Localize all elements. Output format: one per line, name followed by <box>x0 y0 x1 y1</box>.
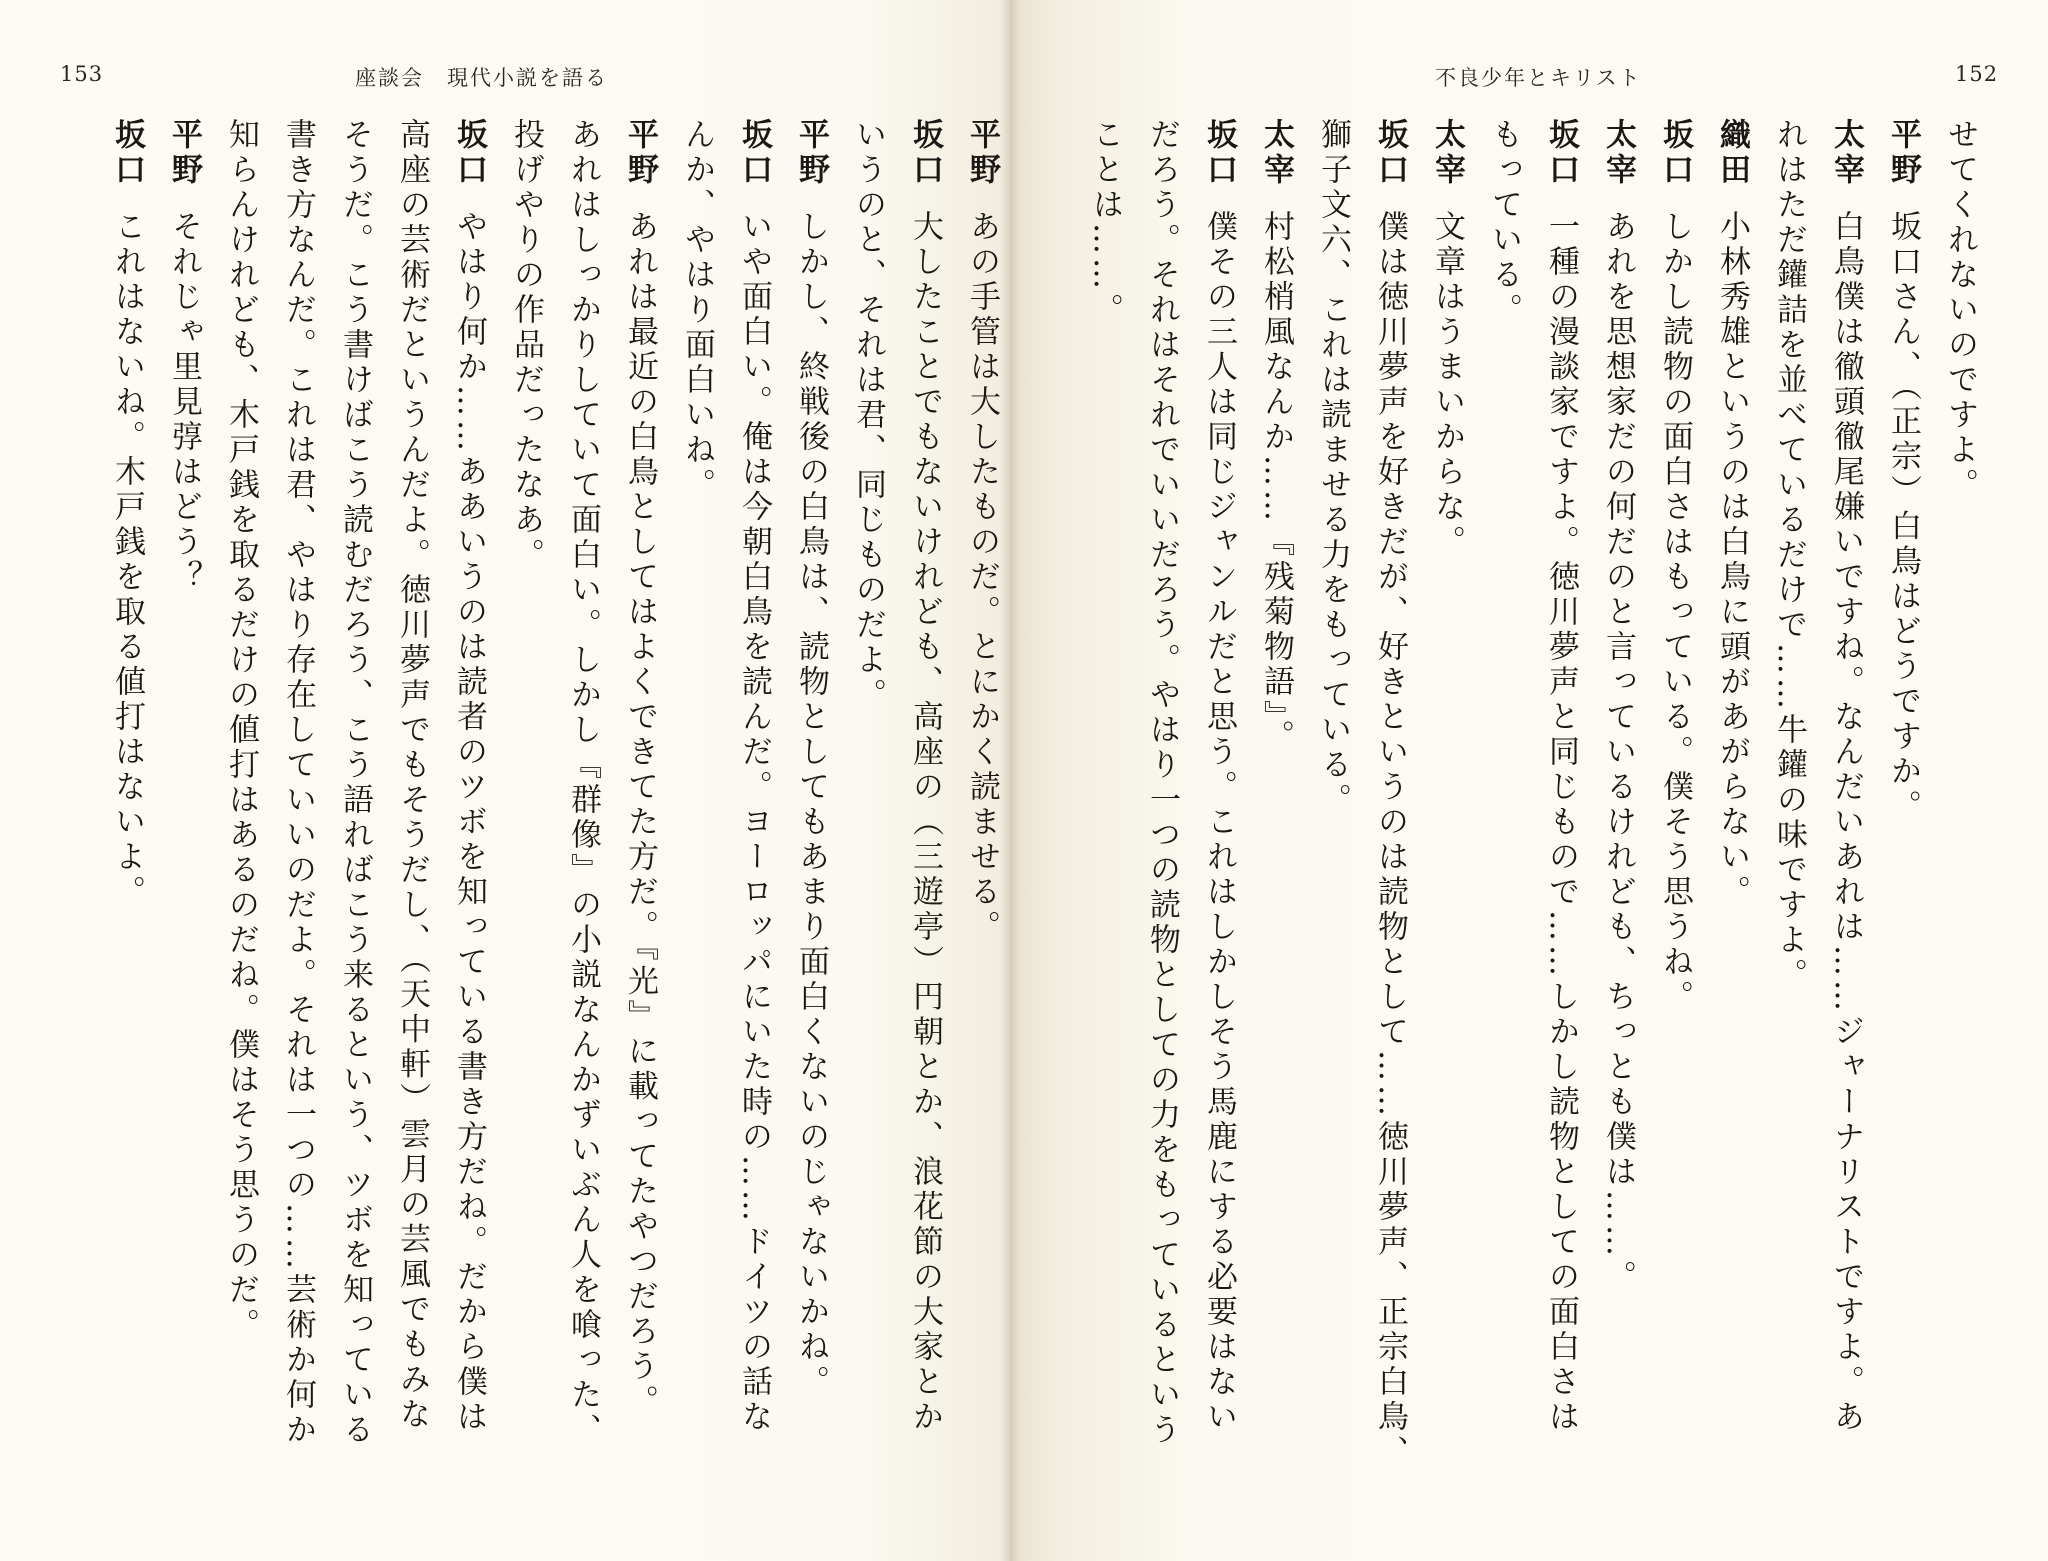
right-page <box>1010 0 2048 1561</box>
left-page <box>0 0 1010 1561</box>
line-text: んか、やはり面白いね。 <box>679 118 715 503</box>
speaker-name: 坂口 <box>1657 118 1693 188</box>
text-line <box>1247 118 1304 1518</box>
line-text: これはないね。木戸銭を取る値打はないよ。 <box>109 210 145 910</box>
speaker-name: 平野 <box>793 118 829 188</box>
speaker-name: 坂口 <box>451 118 487 188</box>
line-text: 村松梢風なんか……『残菊物語』。 <box>1258 210 1294 755</box>
text-line <box>1874 118 1931 1518</box>
speaker-name: 坂口 <box>1201 118 1237 188</box>
line-text: あの手管は大したものだ。とにかく読ませる。 <box>964 210 1000 945</box>
text-line <box>98 118 155 1518</box>
line-text: 投げやりの作品だったなあ。 <box>508 118 544 573</box>
text-line <box>554 118 611 1518</box>
line-text: れはただ鑵詰を並べているだけで……牛鑵の味ですよ。 <box>1771 118 1807 993</box>
text-line <box>326 118 383 1518</box>
text-line <box>1931 118 1988 1518</box>
text-line <box>497 118 554 1518</box>
text-line <box>1190 118 1247 1518</box>
text-line <box>725 118 782 1518</box>
line-text: いうのと、それは君、同じものだよ。 <box>850 118 886 713</box>
line-text: 文章はうまいからな。 <box>1429 210 1465 560</box>
line-text: 小林秀雄というのは白鳥に頭があがらない。 <box>1714 210 1750 910</box>
line-text: 高座の芸術だというんだよ。徳川夢声でもそうだし、（天中軒）雲月の芸風でもみな <box>394 118 430 1433</box>
text-line <box>1817 118 1874 1518</box>
line-text: やはり何か……ああいうのは読者のツボを知っている書き方だね。だから僕は <box>451 210 487 1435</box>
text-line <box>896 118 953 1518</box>
speaker-name: 平野 <box>1885 118 1921 188</box>
line-text: あれはしっかりしていて面白い。しかし『群像』の小説なんかずいぶん人を喰った、 <box>565 118 601 1448</box>
line-text: しかし、終戦後の白鳥は、読物としてもあまり面白くないのじゃないかね。 <box>793 210 829 1400</box>
line-text: 坂口さん、（正宗）白鳥はどうですか。 <box>1885 210 1921 825</box>
speaker-name: 坂口 <box>907 118 943 188</box>
text-line <box>668 118 725 1518</box>
text-line <box>1760 118 1817 1518</box>
line-text: せてくれないのですよ。 <box>1942 118 1978 503</box>
line-text: ことは……。 <box>1087 118 1123 328</box>
text-line <box>1133 118 1190 1518</box>
line-text: そうだ。こう書けばこう読むだろう、こう語ればこう来るという、ツボを知っている <box>337 118 373 1448</box>
speaker-name: 坂口 <box>109 118 145 188</box>
line-text: 大したことでもないけれども、高座の（三遊亭）円朝とか、浪花節の大家とか <box>907 210 943 1435</box>
body-text <box>1058 118 1988 1518</box>
line-text: 一種の漫談家ですよ。徳川夢声と同じもので……しかし読物としての面白さは <box>1543 210 1579 1435</box>
text-line <box>839 118 896 1518</box>
line-text: 僕その三人は同じジャンルだと思う。これはしかしそう馬鹿にする必要はない <box>1201 210 1237 1435</box>
text-line <box>1646 118 1703 1518</box>
text-line <box>1361 118 1418 1518</box>
page-number: 152 <box>1955 62 1999 86</box>
text-line <box>440 118 497 1518</box>
text-line <box>155 118 212 1518</box>
text-line <box>383 118 440 1518</box>
line-text: しかし読物の面白さはもっている。僕そう思うね。 <box>1657 210 1693 1015</box>
text-line <box>1076 118 1133 1518</box>
book-gutter <box>1000 0 1020 1561</box>
line-text: もっている。 <box>1486 118 1522 328</box>
speaker-name: 太宰 <box>1429 118 1465 188</box>
speaker-name: 織田 <box>1714 118 1750 188</box>
text-line <box>1418 118 1475 1518</box>
line-text: だろう。それはそれでいいだろう。やはり一つの読物としての力をもっているという <box>1144 118 1180 1448</box>
speaker-name: 太宰 <box>1828 118 1864 188</box>
line-text: それじゃ里見弴はどう？ <box>166 210 202 595</box>
text-line <box>1703 118 1760 1518</box>
text-line <box>611 118 668 1518</box>
text-line <box>782 118 839 1518</box>
text-line <box>1304 118 1361 1518</box>
speaker-name: 平野 <box>166 118 202 188</box>
line-text: 僕は徳川夢声を好きだが、好きというのは読物として……徳川夢声、正宗白鳥、 <box>1372 210 1408 1470</box>
line-text: あれを思想家だの何だのと言っているけれども、ちっとも僕は……。 <box>1600 210 1636 1295</box>
speaker-name: 坂口 <box>736 118 772 188</box>
body-text <box>90 118 1010 1518</box>
running-head: 座談会 現代小説を語る <box>355 66 608 90</box>
text-line <box>1532 118 1589 1518</box>
speaker-name: 平野 <box>964 118 1000 188</box>
line-text: 白鳥僕は徹頭徹尾嫌いですね。なんだいあれは……ジャーナリストですよ。あ <box>1828 210 1864 1435</box>
page-number: 153 <box>60 62 104 86</box>
text-line <box>212 118 269 1518</box>
speaker-name: 坂口 <box>1543 118 1579 188</box>
running-head: 不良少年とキリスト <box>1435 66 1642 90</box>
line-text: 獅子文六、これは読ませる力をもっている。 <box>1315 118 1351 818</box>
line-text: いや面白い。俺は今朝白鳥を読んだ。ヨーロッパにいた時の……ドイツの話な <box>736 210 772 1435</box>
text-line <box>1475 118 1532 1518</box>
speaker-name: 坂口 <box>1372 118 1408 188</box>
line-text: 書き方なんだ。これは君、やはり存在していいのだよ。それは一つの……芸術か何か <box>280 118 316 1448</box>
line-text: あれは最近の白鳥としてはよくできてた方だ。『光』に載ってたやつだろう。 <box>622 210 658 1420</box>
text-line <box>269 118 326 1518</box>
text-line <box>1589 118 1646 1518</box>
line-text: 知らんけれども、木戸銭を取るだけの値打はあるのだね。僕はそう思うのだ。 <box>223 118 259 1343</box>
speaker-name: 平野 <box>622 118 658 188</box>
speaker-name: 太宰 <box>1258 118 1294 188</box>
speaker-name: 太宰 <box>1600 118 1636 188</box>
